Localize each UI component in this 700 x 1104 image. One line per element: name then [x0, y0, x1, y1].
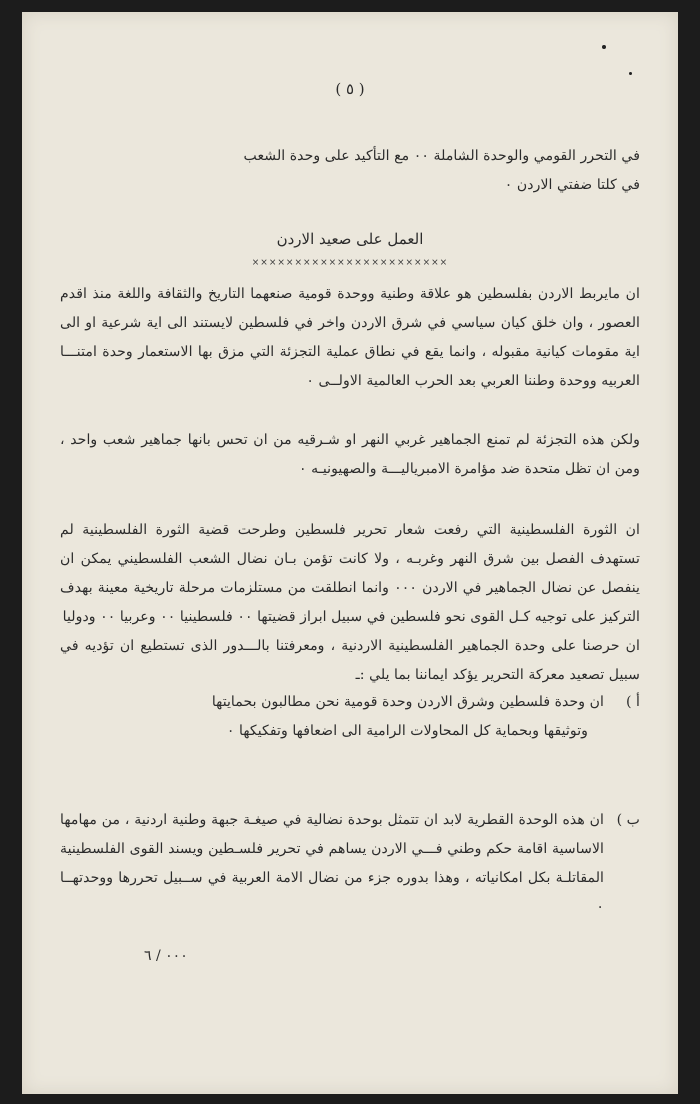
paragraph-1	[60, 280, 640, 396]
document-page	[22, 12, 678, 1094]
list-item-a-continuation: وتوثيقها وبحماية كل المحاولات الرامية الى اضعافها وتفكيكها ٠	[226, 723, 588, 739]
list-item-b-label: ب )	[616, 812, 640, 828]
intro-paragraph	[60, 142, 640, 200]
paragraph-3-text: ان الثورة الفلسطينية التي رفعت شعار تحرير فلسطين وطرحت قضية الثورة الفلسطينية لم تستهدف الفصل بين شرق النهر وغربـه ، ولا كانت تؤمن بـان نضال الشعب الفلسطيني يمكن ان ينفصل عن نضال الجماهير في الاردن ٠٠٠ وانما انطلقت من مستلزمات مرحلة تاريخية معينة بهدف التركيز على توجيه كـل القوى نحو فلسطين في سبيل ابراز قضيتها ٠٠ فلسطينيا ٠٠ وعربيا ٠٠ ودوليا	[60, 522, 640, 625]
paragraph-4	[60, 632, 640, 690]
list-item-a	[60, 688, 640, 746]
page-number: ( ٥ )	[335, 80, 365, 98]
intro-line-2: في كلتا ضفتي الاردن ٠	[504, 177, 640, 193]
paragraph-3	[60, 516, 640, 632]
ink-speck	[629, 72, 632, 75]
list-item-b	[60, 806, 640, 922]
paragraph-4-text: ان حرصنا على وحدة الجماهير الفلسطينية الاردنية ، ومعرفتنا بالـــدور الذى تستطيع ان تؤديه في سبيل تصعيد معركة التحرير يؤكد ايماننا بما يلي :ـ	[60, 638, 640, 683]
list-item-a-text: ان وحدة فلسطين وشرق الاردن وحدة قومية نحن مطالبون بحمايتها	[211, 694, 604, 710]
paragraph-1-text: ان مايربط الاردن بفلسطين هو علاقة وطنية ووحدة قومية صنعهما التاريخ والثقافة واللغة منذ اقدم العصور ، وان خلق كيان سياسي في شرق الاردن واخر في فلسطين لايستند الى اية شرعية او الى اية مقومات كيانية مقبوله ، وانما يقع في نطاق عملية التجزئة التي مزق بها الاستعمار وحدة امتنـــا العربيه ووحدة وطننا العربي بعد الحرب العالمية الاولــى ٠	[60, 286, 640, 389]
section-heading: العمل على صعيد الاردن	[276, 230, 424, 248]
paragraph-2-text: ولكن هذه التجزئة لم تمنع الجماهير غربي النهر او شـرقيه من ان تحس بانها جماهير شعب واحد ، ومن ان تظل متحدة ضد مؤامرة الامبرياليـــة والصهيونيـه ٠	[60, 432, 640, 477]
ink-speck	[602, 45, 606, 49]
list-item-a-label: أ )	[626, 694, 640, 710]
heading-underline: ×××××××××××××××××××××××	[251, 258, 449, 268]
page-footer-marker: ٠٠٠ / ٦	[144, 948, 188, 964]
intro-line-1: في التحرر القومي والوحدة الشاملة ٠٠ مع التأكيد على وحدة الشعب	[243, 148, 640, 164]
paragraph-2	[60, 426, 640, 484]
list-item-b-text: ان هذه الوحدة القطرية لابد ان تتمثل بوحدة نضالية في صيغـة جبهة وطنية اردنية ، من مهامها الاساسية اقامة حكم وطني فـــي الاردن يساهم في تحرير فلسـطين ويسند القوى الفلسطينية المقاتلـة بكل امكانياته ، وهذا بدوره جزء من نضال الامة العربية في ســبيل تحررها ووحدتهــا ٠	[60, 812, 604, 915]
